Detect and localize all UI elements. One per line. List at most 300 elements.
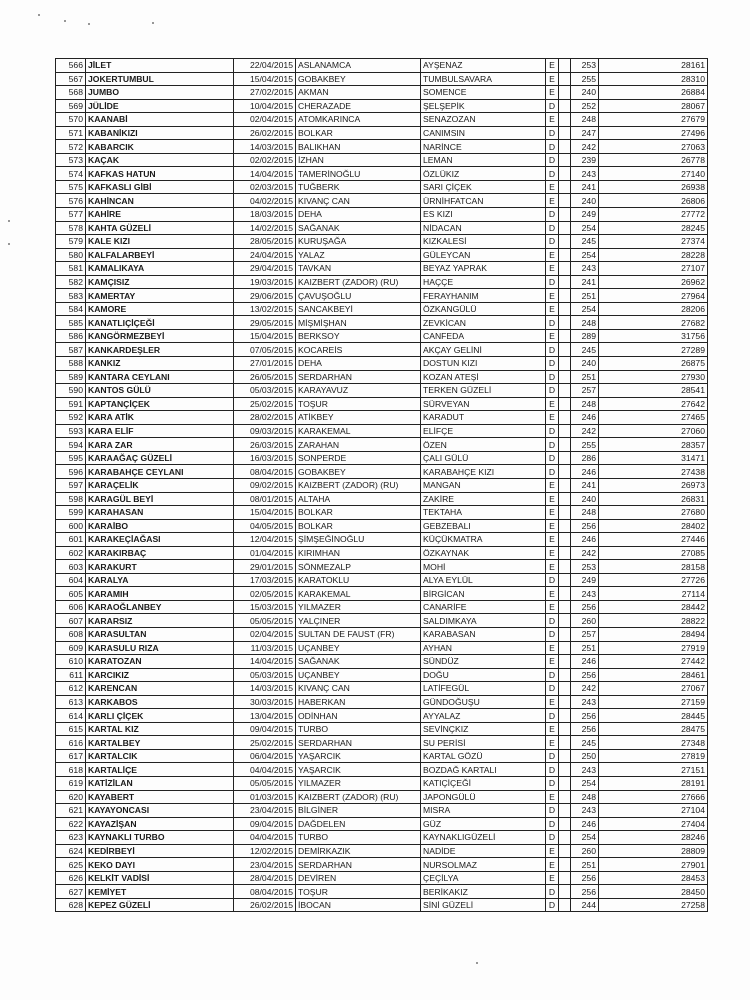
sex-code: E (546, 506, 559, 520)
row-number: 580 (56, 248, 86, 262)
sire-name: KIRIMHAN (296, 546, 421, 560)
value: 26938 (599, 180, 708, 194)
table-row (56, 113, 708, 127)
dam-name: ŞELŞEPİK (421, 99, 546, 113)
horse-name: KAMALIKAYA (86, 262, 234, 276)
table-row (56, 316, 708, 330)
spacer (559, 478, 571, 492)
horse-name: KARLI ÇİÇEK (86, 709, 234, 723)
sex-code: E (546, 519, 559, 533)
row-number: 594 (56, 438, 86, 452)
value: 27067 (599, 682, 708, 696)
sire-name: BİLGİNER (296, 804, 421, 818)
value: 31756 (599, 329, 708, 343)
row-number: 593 (56, 424, 86, 438)
table-row (56, 776, 708, 790)
spacer (559, 506, 571, 520)
sex-code: E (546, 695, 559, 709)
horse-name: KEKO DAYI (86, 858, 234, 872)
row-number: 589 (56, 370, 86, 384)
horse-name: KANKARDEŞLER (86, 343, 234, 357)
sire-name: KAIZBERT (ZADOR) (RU) (296, 275, 421, 289)
spacer (559, 749, 571, 763)
sex-code: D (546, 438, 559, 452)
sex-code: E (546, 587, 559, 601)
value: 28453 (599, 871, 708, 885)
spacer (559, 140, 571, 154)
spacer (559, 776, 571, 790)
sex-code: E (546, 59, 559, 73)
birth-date: 01/04/2015 (234, 546, 296, 560)
sex-code: E (546, 397, 559, 411)
row-number: 617 (56, 749, 86, 763)
row-number: 624 (56, 844, 86, 858)
horse-name: JÜLİDE (86, 99, 234, 113)
age-days: 248 (571, 397, 599, 411)
sex-code: D (546, 898, 559, 912)
sex-code: E (546, 248, 559, 262)
dam-name: LEMAN (421, 153, 546, 167)
birth-date: 05/05/2015 (234, 776, 296, 790)
table-row (56, 208, 708, 222)
birth-date: 08/01/2015 (234, 492, 296, 506)
row-number: 578 (56, 221, 86, 235)
table-row (56, 99, 708, 113)
sire-name: TOŞUR (296, 885, 421, 899)
table-row (56, 844, 708, 858)
table-row (56, 641, 708, 655)
horse-name: KAYAYONCASI (86, 804, 234, 818)
sire-name: KAIZBERT (ZADOR) (RU) (296, 478, 421, 492)
birth-date: 01/03/2015 (234, 790, 296, 804)
dam-name: GÜNDOĞUŞU (421, 695, 546, 709)
sire-name: KOCAREİS (296, 343, 421, 357)
age-days: 246 (571, 411, 599, 425)
sire-name: BERKSOY (296, 329, 421, 343)
registry-table-body (56, 59, 708, 912)
scan-speck (8, 243, 10, 245)
row-number: 581 (56, 262, 86, 276)
table-row (56, 573, 708, 587)
table-row (56, 655, 708, 669)
birth-date: 13/02/2015 (234, 302, 296, 316)
table-row (56, 397, 708, 411)
sire-name: YILMAZER (296, 600, 421, 614)
horse-name: KARCIKIZ (86, 668, 234, 682)
spacer (559, 221, 571, 235)
value: 27348 (599, 736, 708, 750)
value: 27063 (599, 140, 708, 154)
sex-code: E (546, 858, 559, 872)
dam-name: SOMENCE (421, 86, 546, 100)
sire-name: KARATOKLU (296, 573, 421, 587)
birth-date: 02/05/2015 (234, 587, 296, 601)
birth-date: 17/03/2015 (234, 573, 296, 587)
birth-date: 09/04/2015 (234, 817, 296, 831)
row-number: 621 (56, 804, 86, 818)
sex-code: E (546, 492, 559, 506)
value: 28245 (599, 221, 708, 235)
value: 27442 (599, 655, 708, 669)
row-number: 566 (56, 59, 86, 73)
value: 28442 (599, 600, 708, 614)
row-number: 595 (56, 451, 86, 465)
birth-date: 14/03/2015 (234, 682, 296, 696)
horse-name: KANTARA CEYLANI (86, 370, 234, 384)
value: 27642 (599, 397, 708, 411)
row-number: 575 (56, 180, 86, 194)
dam-name: KOZAN ATEŞİ (421, 370, 546, 384)
horse-name: KARARSIZ (86, 614, 234, 628)
horse-name: KALFALARBEYİ (86, 248, 234, 262)
age-days: 246 (571, 817, 599, 831)
sire-name: ODİNHAN (296, 709, 421, 723)
sex-code: D (546, 357, 559, 371)
spacer (559, 627, 571, 641)
horse-name: KARTAL KIZ (86, 722, 234, 736)
value: 27140 (599, 167, 708, 181)
row-number: 618 (56, 763, 86, 777)
table-row (56, 235, 708, 249)
sex-code: E (546, 533, 559, 547)
row-number: 604 (56, 573, 86, 587)
age-days: 256 (571, 871, 599, 885)
table-row (56, 560, 708, 574)
sex-code: E (546, 113, 559, 127)
row-number: 583 (56, 289, 86, 303)
row-number: 622 (56, 817, 86, 831)
horse-name: KANATLIÇİÇEĞİ (86, 316, 234, 330)
scan-speck (476, 962, 478, 964)
value: 28450 (599, 885, 708, 899)
row-number: 628 (56, 898, 86, 912)
horse-name: KANGÖRMEZBEYİ (86, 329, 234, 343)
age-days: 243 (571, 262, 599, 276)
age-days: 242 (571, 546, 599, 560)
sex-code: D (546, 885, 559, 899)
spacer (559, 871, 571, 885)
value: 27964 (599, 289, 708, 303)
sire-name: DEHA (296, 208, 421, 222)
sex-code: E (546, 86, 559, 100)
row-number: 613 (56, 695, 86, 709)
birth-date: 02/04/2015 (234, 627, 296, 641)
sire-name: SAĞANAK (296, 221, 421, 235)
horse-name: KARAÇELİK (86, 478, 234, 492)
horse-name: KARAGÜL BEYİ (86, 492, 234, 506)
birth-date: 29/04/2015 (234, 262, 296, 276)
birth-date: 06/04/2015 (234, 749, 296, 763)
value: 27679 (599, 113, 708, 127)
sire-name: DEMİRKAZIK (296, 844, 421, 858)
table-row (56, 736, 708, 750)
sex-code: D (546, 451, 559, 465)
dam-name: DOĞU (421, 668, 546, 682)
birth-date: 02/04/2015 (234, 113, 296, 127)
sex-code: D (546, 208, 559, 222)
table-row (56, 506, 708, 520)
sex-code: E (546, 641, 559, 655)
value: 27374 (599, 235, 708, 249)
age-days: 289 (571, 329, 599, 343)
sex-code: D (546, 370, 559, 384)
horse-name: KAHTA GÜZELİ (86, 221, 234, 235)
age-days: 249 (571, 208, 599, 222)
age-days: 242 (571, 140, 599, 154)
sire-name: AKMAN (296, 86, 421, 100)
horse-name: KAYAZİŞAN (86, 817, 234, 831)
dam-name: SİNİ GÜZELİ (421, 898, 546, 912)
horse-name: KABARCIK (86, 140, 234, 154)
dam-name: BİRGİCAN (421, 587, 546, 601)
age-days: 250 (571, 749, 599, 763)
sire-name: ÇAVUŞOĞLU (296, 289, 421, 303)
sex-code: D (546, 668, 559, 682)
horse-name: KARTALBEY (86, 736, 234, 750)
age-days: 251 (571, 289, 599, 303)
birth-date: 19/03/2015 (234, 275, 296, 289)
birth-date: 25/02/2015 (234, 397, 296, 411)
spacer (559, 248, 571, 262)
birth-date: 25/02/2015 (234, 736, 296, 750)
horse-name: KAANABİ (86, 113, 234, 127)
value: 28228 (599, 248, 708, 262)
table-row (56, 668, 708, 682)
value: 27496 (599, 126, 708, 140)
age-days: 239 (571, 153, 599, 167)
spacer (559, 695, 571, 709)
dam-name: ÇALI GÜLÜ (421, 451, 546, 465)
value: 27772 (599, 208, 708, 222)
age-days: 254 (571, 221, 599, 235)
value: 27060 (599, 424, 708, 438)
value: 28475 (599, 722, 708, 736)
sex-code: D (546, 275, 559, 289)
row-number: 610 (56, 655, 86, 669)
dam-name: ALYA EYLÜL (421, 573, 546, 587)
dam-name: ÖZKAYNAK (421, 546, 546, 560)
table-row (56, 478, 708, 492)
sire-name: SERDARHAN (296, 736, 421, 750)
row-number: 627 (56, 885, 86, 899)
dam-name: ES KIZI (421, 208, 546, 222)
table-row (56, 329, 708, 343)
age-days: 255 (571, 72, 599, 86)
sire-name: BALIKHAN (296, 140, 421, 154)
spacer (559, 370, 571, 384)
horse-name: KARAHASAN (86, 506, 234, 520)
sex-code: E (546, 478, 559, 492)
table-row (56, 492, 708, 506)
table-row (56, 600, 708, 614)
spacer (559, 519, 571, 533)
age-days: 246 (571, 465, 599, 479)
row-number: 616 (56, 736, 86, 750)
dam-name: KARABASAN (421, 627, 546, 641)
table-row (56, 804, 708, 818)
spacer (559, 113, 571, 127)
value: 28206 (599, 302, 708, 316)
horse-name: KARENCAN (86, 682, 234, 696)
birth-date: 05/05/2015 (234, 614, 296, 628)
value: 27465 (599, 411, 708, 425)
spacer (559, 424, 571, 438)
spacer (559, 533, 571, 547)
age-days: 254 (571, 248, 599, 262)
row-number: 598 (56, 492, 86, 506)
birth-date: 02/03/2015 (234, 180, 296, 194)
dam-name: GÜZ (421, 817, 546, 831)
horse-name: KEPEZ GÜZELİ (86, 898, 234, 912)
spacer (559, 126, 571, 140)
spacer (559, 208, 571, 222)
dam-name: GEBZEBALI (421, 519, 546, 533)
dam-name: NADİDE (421, 844, 546, 858)
age-days: 245 (571, 235, 599, 249)
sire-name: KARAKEMAL (296, 587, 421, 601)
dam-name: KARADUT (421, 411, 546, 425)
sex-code: D (546, 384, 559, 398)
sex-code: D (546, 235, 559, 249)
value: 26973 (599, 478, 708, 492)
table-row (56, 411, 708, 425)
sex-code: E (546, 790, 559, 804)
value: 26778 (599, 153, 708, 167)
value: 28067 (599, 99, 708, 113)
birth-date: 14/04/2015 (234, 655, 296, 669)
age-days: 240 (571, 492, 599, 506)
spacer (559, 465, 571, 479)
value: 27289 (599, 343, 708, 357)
horse-name: KAFKAS HATUN (86, 167, 234, 181)
spacer (559, 898, 571, 912)
sex-code: D (546, 776, 559, 790)
value: 27919 (599, 641, 708, 655)
spacer (559, 709, 571, 723)
horse-name: KARTALCIK (86, 749, 234, 763)
horse-name: KARAKEÇİAĞASI (86, 533, 234, 547)
value: 28158 (599, 560, 708, 574)
row-number: 602 (56, 546, 86, 560)
table-row (56, 451, 708, 465)
table-row (56, 627, 708, 641)
age-days: 248 (571, 506, 599, 520)
birth-date: 27/02/2015 (234, 86, 296, 100)
age-days: 252 (571, 99, 599, 113)
sex-code: D (546, 749, 559, 763)
birth-date: 04/04/2015 (234, 763, 296, 777)
row-number: 612 (56, 682, 86, 696)
spacer (559, 546, 571, 560)
dam-name: TERKEN GÜZELİ (421, 384, 546, 398)
sire-name: UÇANBEY (296, 641, 421, 655)
spacer (559, 573, 571, 587)
table-row (56, 533, 708, 547)
sex-code: E (546, 289, 559, 303)
row-number: 606 (56, 600, 86, 614)
horse-name: KARA ZAR (86, 438, 234, 452)
horse-name: KARAAĞAÇ GÜZELİ (86, 451, 234, 465)
sire-name: ATİKBEY (296, 411, 421, 425)
row-number: 614 (56, 709, 86, 723)
row-number: 569 (56, 99, 86, 113)
table-row (56, 275, 708, 289)
age-days: 240 (571, 194, 599, 208)
birth-date: 22/04/2015 (234, 59, 296, 73)
value: 28445 (599, 709, 708, 723)
row-number: 603 (56, 560, 86, 574)
row-number: 597 (56, 478, 86, 492)
sire-name: SAĞANAK (296, 655, 421, 669)
table-row (56, 858, 708, 872)
spacer (559, 682, 571, 696)
spacer (559, 72, 571, 86)
spacer (559, 736, 571, 750)
dam-name: KATIÇİÇEĞİ (421, 776, 546, 790)
sire-name: SANCAKBEYİ (296, 302, 421, 316)
row-number: 599 (56, 506, 86, 520)
sire-name: ZARAHAN (296, 438, 421, 452)
age-days: 257 (571, 627, 599, 641)
spacer (559, 289, 571, 303)
spacer (559, 86, 571, 100)
dam-name: JAPONGÜLÜ (421, 790, 546, 804)
row-number: 591 (56, 397, 86, 411)
value: 26831 (599, 492, 708, 506)
birth-date: 14/02/2015 (234, 221, 296, 235)
sire-name: KIVANÇ CAN (296, 682, 421, 696)
spacer (559, 587, 571, 601)
row-number: 590 (56, 384, 86, 398)
age-days: 255 (571, 438, 599, 452)
dam-name: ZEVKİCAN (421, 316, 546, 330)
age-days: 251 (571, 858, 599, 872)
spacer (559, 641, 571, 655)
horse-name: KEDİRBEYİ (86, 844, 234, 858)
table-row (56, 140, 708, 154)
value: 27438 (599, 465, 708, 479)
row-number: 571 (56, 126, 86, 140)
row-number: 572 (56, 140, 86, 154)
dam-name: ÖZEN (421, 438, 546, 452)
sire-name: ŞİMŞEĞİNOĞLU (296, 533, 421, 547)
row-number: 615 (56, 722, 86, 736)
horse-name: KAHİNCAN (86, 194, 234, 208)
horse-name: KARABAHÇE CEYLANI (86, 465, 234, 479)
age-days: 256 (571, 722, 599, 736)
row-number: 582 (56, 275, 86, 289)
value: 27666 (599, 790, 708, 804)
table-row (56, 898, 708, 912)
age-days: 240 (571, 357, 599, 371)
horse-name: KAFKASLI GİBİ (86, 180, 234, 194)
value: 26806 (599, 194, 708, 208)
sex-code: D (546, 465, 559, 479)
dam-name: SARI ÇİÇEK (421, 180, 546, 194)
value: 28461 (599, 668, 708, 682)
sex-code: D (546, 167, 559, 181)
dam-name: KIZKALESİ (421, 235, 546, 249)
row-number: 592 (56, 411, 86, 425)
row-number: 596 (56, 465, 86, 479)
dam-name: SÜNDÜZ (421, 655, 546, 669)
spacer (559, 722, 571, 736)
row-number: 576 (56, 194, 86, 208)
scan-speck (152, 22, 154, 24)
birth-date: 26/02/2015 (234, 898, 296, 912)
horse-name: JOKERTUMBUL (86, 72, 234, 86)
birth-date: 28/05/2015 (234, 235, 296, 249)
